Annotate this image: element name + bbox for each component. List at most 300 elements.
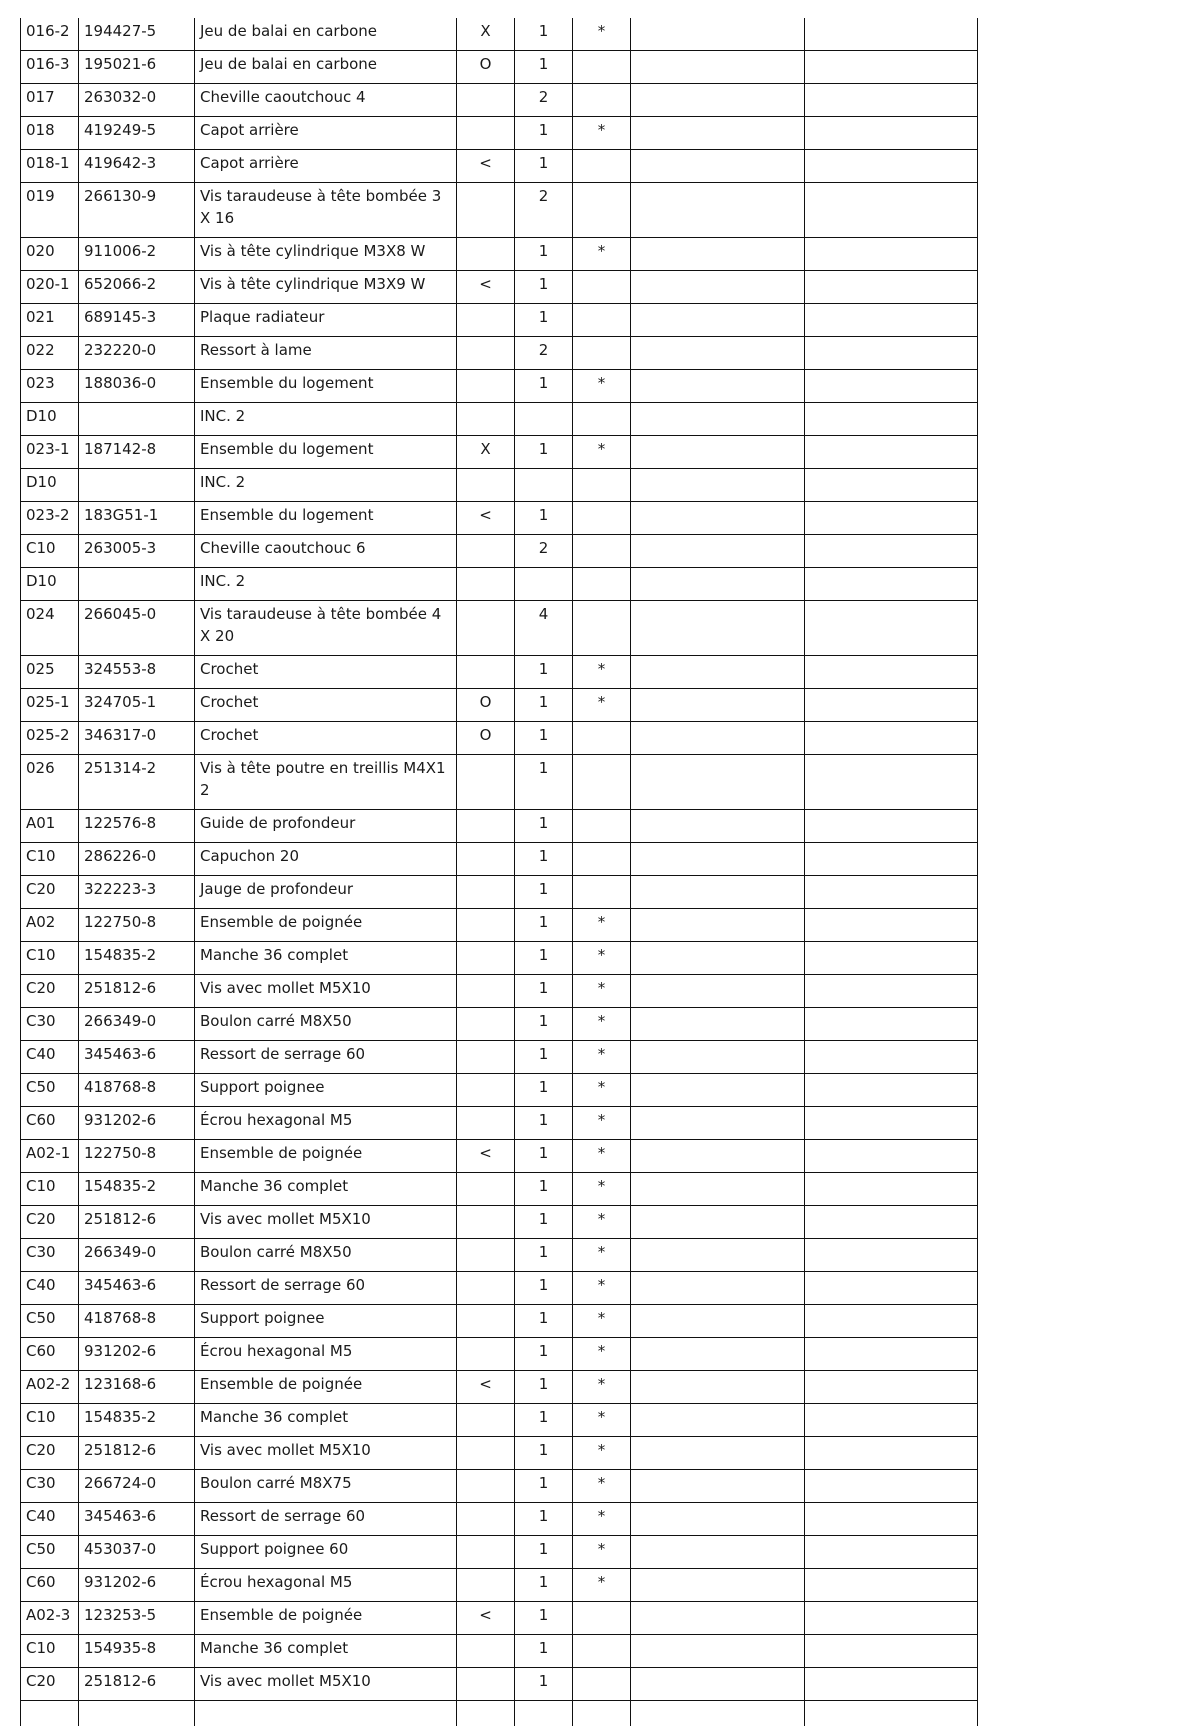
blank-cell [631, 469, 805, 502]
description-cell: Support poignee [195, 1305, 457, 1338]
note-star-cell [573, 722, 631, 755]
item-code-cell: 018-1 [21, 150, 79, 183]
blank-cell [631, 1140, 805, 1173]
table-row [21, 656, 978, 689]
table-row [21, 436, 978, 469]
quantity-cell: 1 [515, 1470, 573, 1503]
note-star-cell: * [573, 656, 631, 689]
blank-cell [805, 1140, 978, 1173]
quantity-cell: 1 [515, 1041, 573, 1074]
blank-cell [631, 689, 805, 722]
part-number-cell: 931202-6 [79, 1107, 195, 1140]
table-row [21, 1569, 978, 1602]
description-cell: Ensemble de poignée [195, 909, 457, 942]
part-number-cell: 286226-0 [79, 843, 195, 876]
item-code-cell: 016-2 [21, 18, 79, 51]
blank-cell [631, 183, 805, 238]
variant-mark-cell [457, 403, 515, 436]
description-cell: Écrou hexagonal M5 [195, 1107, 457, 1140]
part-number-cell: 324705-1 [79, 689, 195, 722]
part-number-cell: 154835-2 [79, 942, 195, 975]
blank-cell [805, 1239, 978, 1272]
part-number-cell: 154835-2 [79, 1173, 195, 1206]
description-cell: Vis avec mollet M5X10 [195, 975, 457, 1008]
item-code-cell: D10 [21, 469, 79, 502]
variant-mark-cell [457, 876, 515, 909]
table-row [21, 1074, 978, 1107]
item-code-cell: 018 [21, 117, 79, 150]
quantity-cell: 1 [515, 150, 573, 183]
blank-cell [631, 942, 805, 975]
blank-cell [631, 304, 805, 337]
blank-cell [631, 1041, 805, 1074]
blank-cell [805, 84, 978, 117]
variant-mark-cell [457, 909, 515, 942]
note-star-cell [573, 84, 631, 117]
table-row [21, 876, 978, 909]
table-row [21, 689, 978, 722]
blank-cell [457, 1701, 515, 1726]
note-star-cell [573, 502, 631, 535]
quantity-cell: 1 [515, 1140, 573, 1173]
item-code-cell: 023 [21, 370, 79, 403]
quantity-cell [515, 568, 573, 601]
blank-cell [805, 656, 978, 689]
blank-cell [631, 568, 805, 601]
table-row [21, 755, 978, 810]
quantity-cell: 2 [515, 84, 573, 117]
table-row [21, 337, 978, 370]
note-star-cell: * [573, 1569, 631, 1602]
blank-cell [631, 1338, 805, 1371]
item-code-cell: A02 [21, 909, 79, 942]
table-row [21, 18, 978, 51]
blank-cell [805, 810, 978, 843]
item-code-cell: C10 [21, 843, 79, 876]
blank-cell [631, 722, 805, 755]
description-cell: Plaque radiateur [195, 304, 457, 337]
quantity-cell: 1 [515, 942, 573, 975]
quantity-cell: 1 [515, 238, 573, 271]
note-star-cell [573, 403, 631, 436]
item-code-cell: C10 [21, 1635, 79, 1668]
quantity-cell: 1 [515, 1503, 573, 1536]
table-row [21, 1470, 978, 1503]
table-row [21, 1041, 978, 1074]
blank-cell [805, 1206, 978, 1239]
blank-cell [631, 1503, 805, 1536]
variant-mark-cell [457, 1338, 515, 1371]
note-star-cell: * [573, 942, 631, 975]
blank-cell [631, 1635, 805, 1668]
blank-cell [805, 117, 978, 150]
quantity-cell: 1 [515, 502, 573, 535]
table-row [21, 1536, 978, 1569]
variant-mark-cell [457, 304, 515, 337]
variant-mark-cell: X [457, 436, 515, 469]
variant-mark-cell [457, 843, 515, 876]
note-star-cell [573, 51, 631, 84]
blank-cell [805, 1074, 978, 1107]
quantity-cell: 1 [515, 1536, 573, 1569]
quantity-cell: 2 [515, 337, 573, 370]
part-number-cell: 689145-3 [79, 304, 195, 337]
description-cell: Boulon carré M8X75 [195, 1470, 457, 1503]
quantity-cell: 1 [515, 117, 573, 150]
part-number-cell: 324553-8 [79, 656, 195, 689]
variant-mark-cell [457, 370, 515, 403]
blank-cell [805, 755, 978, 810]
blank-cell [805, 370, 978, 403]
variant-mark-cell: X [457, 18, 515, 51]
part-number-cell: 322223-3 [79, 876, 195, 909]
blank-cell [631, 656, 805, 689]
blank-cell [631, 1272, 805, 1305]
part-number-cell: 183G51-1 [79, 502, 195, 535]
item-code-cell: A02-3 [21, 1602, 79, 1635]
description-cell: Capot arrière [195, 150, 457, 183]
note-star-cell: * [573, 1305, 631, 1338]
table-row [21, 843, 978, 876]
note-star-cell: * [573, 370, 631, 403]
description-cell: INC. 2 [195, 403, 457, 436]
blank-cell [805, 271, 978, 304]
blank-cell [515, 1701, 573, 1726]
table-row [21, 150, 978, 183]
table-row [21, 469, 978, 502]
blank-cell [805, 1503, 978, 1536]
variant-mark-cell [457, 1041, 515, 1074]
blank-cell [631, 117, 805, 150]
blank-cell [631, 535, 805, 568]
description-cell: Capuchon 20 [195, 843, 457, 876]
blank-cell [631, 1107, 805, 1140]
table-row [21, 1338, 978, 1371]
item-code-cell: 025 [21, 656, 79, 689]
variant-mark-cell [457, 1536, 515, 1569]
variant-mark-cell [457, 1437, 515, 1470]
description-cell: Ensemble de poignée [195, 1140, 457, 1173]
description-cell: Ensemble du logement [195, 370, 457, 403]
part-number-cell: 266724-0 [79, 1470, 195, 1503]
quantity-cell: 1 [515, 1008, 573, 1041]
variant-mark-cell: < [457, 271, 515, 304]
description-cell: Support poignee 60 [195, 1536, 457, 1569]
part-number-cell: 266349-0 [79, 1239, 195, 1272]
table-row [21, 1404, 978, 1437]
table-row [21, 1140, 978, 1173]
table-row [21, 942, 978, 975]
table-row [21, 810, 978, 843]
variant-mark-cell [457, 1635, 515, 1668]
table-row [21, 1239, 978, 1272]
blank-cell [631, 370, 805, 403]
item-code-cell: 017 [21, 84, 79, 117]
blank-cell [631, 975, 805, 1008]
part-number-cell: 122750-8 [79, 1140, 195, 1173]
variant-mark-cell: O [457, 51, 515, 84]
description-cell: Ensemble de poignée [195, 1602, 457, 1635]
parts-list-body [21, 18, 978, 1726]
blank-cell [631, 238, 805, 271]
description-cell: Jauge de profondeur [195, 876, 457, 909]
blank-cell [805, 1107, 978, 1140]
blank-cell [805, 843, 978, 876]
variant-mark-cell: < [457, 502, 515, 535]
blank-cell [805, 1569, 978, 1602]
item-code-cell: A02-2 [21, 1371, 79, 1404]
item-code-cell: C30 [21, 1470, 79, 1503]
blank-cell [631, 755, 805, 810]
part-number-cell: 931202-6 [79, 1569, 195, 1602]
item-code-cell: 020-1 [21, 271, 79, 304]
table-row [21, 1305, 978, 1338]
quantity-cell: 1 [515, 909, 573, 942]
quantity-cell: 1 [515, 1437, 573, 1470]
table-row [21, 975, 978, 1008]
description-cell: Ensemble du logement [195, 436, 457, 469]
note-star-cell [573, 876, 631, 909]
table-row [21, 51, 978, 84]
note-star-cell: * [573, 117, 631, 150]
blank-cell [805, 1668, 978, 1701]
note-star-cell: * [573, 1107, 631, 1140]
part-number-cell: 123253-5 [79, 1602, 195, 1635]
variant-mark-cell [457, 1008, 515, 1041]
note-star-cell [573, 1668, 631, 1701]
item-code-cell: C60 [21, 1338, 79, 1371]
table-row [21, 1602, 978, 1635]
description-cell: Boulon carré M8X50 [195, 1008, 457, 1041]
item-code-cell: C20 [21, 1206, 79, 1239]
part-number-cell: 263005-3 [79, 535, 195, 568]
quantity-cell: 1 [515, 1338, 573, 1371]
note-star-cell [573, 601, 631, 656]
blank-cell [631, 51, 805, 84]
variant-mark-cell: O [457, 722, 515, 755]
item-code-cell: C10 [21, 1404, 79, 1437]
item-code-cell: C50 [21, 1536, 79, 1569]
table-row [21, 601, 978, 656]
variant-mark-cell [457, 1074, 515, 1107]
blank-cell [805, 1536, 978, 1569]
part-number-cell: 345463-6 [79, 1272, 195, 1305]
description-cell: Vis taraudeuse à tête bombée 3X 16 [195, 183, 457, 238]
quantity-cell: 1 [515, 810, 573, 843]
note-star-cell: * [573, 1503, 631, 1536]
quantity-cell: 1 [515, 271, 573, 304]
variant-mark-cell [457, 337, 515, 370]
variant-mark-cell [457, 1668, 515, 1701]
note-star-cell [573, 535, 631, 568]
variant-mark-cell: O [457, 689, 515, 722]
part-number-cell: 266349-0 [79, 1008, 195, 1041]
description-cell: Cheville caoutchouc 6 [195, 535, 457, 568]
part-number-cell: 251812-6 [79, 1437, 195, 1470]
part-number-cell: 195021-6 [79, 51, 195, 84]
item-code-cell: 024 [21, 601, 79, 656]
quantity-cell: 1 [515, 1206, 573, 1239]
note-star-cell [573, 1635, 631, 1668]
note-star-cell: * [573, 436, 631, 469]
variant-mark-cell: < [457, 1602, 515, 1635]
variant-mark-cell [457, 568, 515, 601]
table-row [21, 84, 978, 117]
quantity-cell: 1 [515, 722, 573, 755]
table-row [21, 304, 978, 337]
description-cell: INC. 2 [195, 469, 457, 502]
quantity-cell: 1 [515, 843, 573, 876]
blank-cell [805, 1041, 978, 1074]
description-cell: Boulon carré M8X50 [195, 1239, 457, 1272]
description-cell: Vis à tête cylindrique M3X9 W [195, 271, 457, 304]
item-code-cell: C40 [21, 1272, 79, 1305]
part-number-cell: 232220-0 [79, 337, 195, 370]
table-row [21, 502, 978, 535]
description-cell: Capot arrière [195, 117, 457, 150]
description-cell: Jeu de balai en carbone [195, 18, 457, 51]
item-code-cell: C50 [21, 1074, 79, 1107]
part-number-cell: 911006-2 [79, 238, 195, 271]
variant-mark-cell [457, 1470, 515, 1503]
variant-mark-cell [457, 1107, 515, 1140]
item-code-cell: C30 [21, 1008, 79, 1041]
table-row [21, 1635, 978, 1668]
table-row [21, 403, 978, 436]
quantity-cell: 1 [515, 1635, 573, 1668]
blank-cell [631, 1668, 805, 1701]
blank-cell [805, 403, 978, 436]
table-row [21, 1668, 978, 1701]
description-cell: Ressort de serrage 60 [195, 1503, 457, 1536]
table-row [21, 1503, 978, 1536]
item-code-cell: 025-2 [21, 722, 79, 755]
blank-cell [631, 601, 805, 656]
note-star-cell: * [573, 1239, 631, 1272]
note-star-cell [573, 810, 631, 843]
blank-cell [805, 909, 978, 942]
note-star-cell: * [573, 1338, 631, 1371]
note-star-cell: * [573, 689, 631, 722]
quantity-cell: 1 [515, 876, 573, 909]
description-cell: Crochet [195, 656, 457, 689]
table-row [21, 1107, 978, 1140]
quantity-cell: 1 [515, 1107, 573, 1140]
variant-mark-cell [457, 1239, 515, 1272]
description-cell: Manche 36 complet [195, 1404, 457, 1437]
note-star-cell [573, 304, 631, 337]
note-star-cell: * [573, 1437, 631, 1470]
part-number-cell: 453037-0 [79, 1536, 195, 1569]
blank-cell [805, 1404, 978, 1437]
description-cell: Manche 36 complet [195, 1173, 457, 1206]
variant-mark-cell [457, 810, 515, 843]
description-cell: Ensemble de poignée [195, 1371, 457, 1404]
variant-mark-cell: < [457, 150, 515, 183]
blank-cell [631, 1701, 805, 1726]
description-cell: Ressort de serrage 60 [195, 1272, 457, 1305]
blank-cell [631, 1437, 805, 1470]
item-code-cell: 020 [21, 238, 79, 271]
note-star-cell: * [573, 975, 631, 1008]
quantity-cell: 1 [515, 1074, 573, 1107]
part-number-cell: 122576-8 [79, 810, 195, 843]
variant-mark-cell [457, 1173, 515, 1206]
note-star-cell: * [573, 909, 631, 942]
note-star-cell: * [573, 1404, 631, 1437]
item-code-cell: 026 [21, 755, 79, 810]
item-code-cell: C20 [21, 876, 79, 909]
blank-cell [805, 689, 978, 722]
part-number-cell: 266045-0 [79, 601, 195, 656]
item-code-cell: C40 [21, 1503, 79, 1536]
part-number-cell [79, 469, 195, 502]
blank-cell [805, 942, 978, 975]
item-code-cell: C60 [21, 1107, 79, 1140]
table-row-continued [21, 1701, 978, 1726]
item-code-cell: C60 [21, 1569, 79, 1602]
part-number-cell: 346317-0 [79, 722, 195, 755]
note-star-cell: * [573, 1206, 631, 1239]
blank-cell [805, 1701, 978, 1726]
blank-cell [631, 1602, 805, 1635]
quantity-cell: 1 [515, 1239, 573, 1272]
blank-cell [631, 271, 805, 304]
table-row [21, 1206, 978, 1239]
quantity-cell: 1 [515, 975, 573, 1008]
quantity-cell: 1 [515, 656, 573, 689]
table-row [21, 535, 978, 568]
quantity-cell: 1 [515, 370, 573, 403]
blank-cell [631, 1008, 805, 1041]
quantity-cell: 1 [515, 1305, 573, 1338]
description-cell: Manche 36 complet [195, 942, 457, 975]
item-code-cell: D10 [21, 568, 79, 601]
variant-mark-cell [457, 1272, 515, 1305]
note-star-cell: * [573, 1173, 631, 1206]
table-row [21, 238, 978, 271]
variant-mark-cell [457, 1404, 515, 1437]
quantity-cell: 2 [515, 183, 573, 238]
quantity-cell [515, 403, 573, 436]
part-number-cell: 419642-3 [79, 150, 195, 183]
blank-cell [805, 337, 978, 370]
parts-list-table [20, 18, 978, 1726]
blank-cell [631, 1536, 805, 1569]
table-row [21, 1008, 978, 1041]
part-number-cell: 154935-8 [79, 1635, 195, 1668]
blank-cell [631, 84, 805, 117]
item-code-cell: C40 [21, 1041, 79, 1074]
blank-cell [805, 18, 978, 51]
quantity-cell: 1 [515, 51, 573, 84]
blank-cell [805, 1437, 978, 1470]
blank-cell [805, 1305, 978, 1338]
note-star-cell: * [573, 18, 631, 51]
blank-cell [805, 975, 978, 1008]
item-code-cell: 023-1 [21, 436, 79, 469]
part-number-cell: 251812-6 [79, 975, 195, 1008]
description-cell: Vis avec mollet M5X10 [195, 1668, 457, 1701]
variant-mark-cell [457, 601, 515, 656]
variant-mark-cell [457, 1503, 515, 1536]
blank-cell [631, 1173, 805, 1206]
variant-mark-cell [457, 975, 515, 1008]
quantity-cell: 1 [515, 755, 573, 810]
blank-cell [631, 1206, 805, 1239]
part-number-cell: 154835-2 [79, 1404, 195, 1437]
table-row [21, 370, 978, 403]
